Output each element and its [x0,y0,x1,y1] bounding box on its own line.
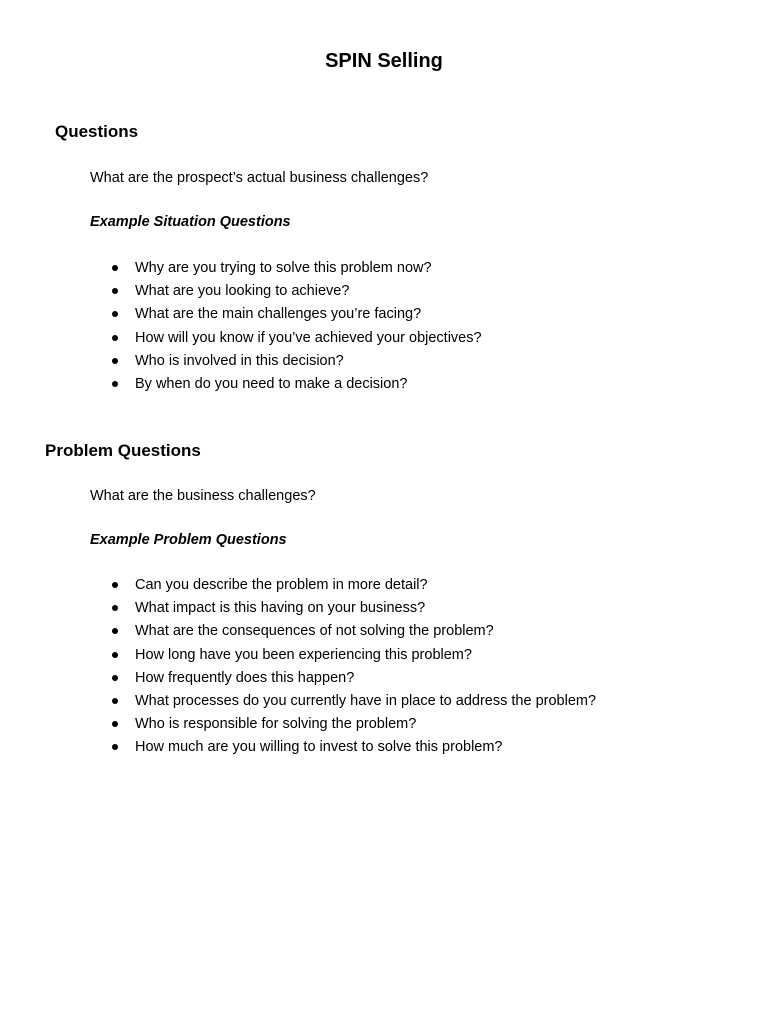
list-item [112,668,596,691]
section-heading: Questions [55,122,139,141]
list-item-text: How long have you been experiencing this problem? [135,646,472,663]
bullet-icon [112,582,118,588]
list-item-text: Who is responsible for solving the problem? [135,716,417,733]
list-item-text: How frequently does this happen? [135,669,355,686]
section-subheading: Example Situation Questions [90,214,291,230]
list-item [112,645,596,668]
bullet-list [112,575,596,761]
section-intro: What are the business challenges? [90,488,316,504]
bullet-icon [112,358,118,364]
list-item [112,328,482,351]
bullet-icon [112,288,118,294]
section-heading: Problem Questions [45,441,201,460]
bullet-icon [112,628,118,634]
list-item [112,621,596,644]
list-item-text: Can you describe the problem in more detail? [135,577,428,593]
list-item [112,714,596,737]
list-item [112,575,596,598]
list-item-text: Why are you trying to solve this problem now? [135,260,432,276]
list-item [112,374,482,397]
bullet-icon [112,675,118,681]
list-item-text: What are the main challenges you’re facing? [135,306,422,323]
list-item [112,258,482,281]
list-item-text: What impact is this having on your business? [135,600,426,617]
list-item-text: Who is involved in this decision? [135,352,344,369]
section-subheading: Example Problem Questions [90,532,287,548]
list-item-text: How much are you willing to invest to solve this problem? [135,739,503,756]
list-item [112,304,482,327]
list-item [112,351,482,374]
bullet-icon [112,698,118,704]
bullet-icon [112,652,118,658]
bullet-icon [112,381,118,387]
bullet-list [112,258,482,397]
list-item [112,281,482,304]
list-item-text: By when do you need to make a decision? [135,375,408,392]
list-item [112,691,596,714]
bullet-icon [112,265,118,271]
list-item-text: What are you looking to achieve? [135,283,350,300]
section-intro: What are the prospect’s actual business challenges? [90,170,429,186]
bullet-icon [112,721,118,727]
document-title: SPIN Selling [325,50,443,72]
list-item [112,737,596,760]
bullet-icon [112,335,118,341]
list-item-text: What processes do you currently have in place to address the problem? [135,692,597,709]
list-item-text: How will you know if you’ve achieved your objectives? [135,329,482,346]
bullet-icon [112,311,118,317]
bullet-icon [112,605,118,611]
bullet-icon [112,744,118,750]
list-item [112,598,596,621]
list-item-text: What are the consequences of not solving the problem? [135,623,494,640]
